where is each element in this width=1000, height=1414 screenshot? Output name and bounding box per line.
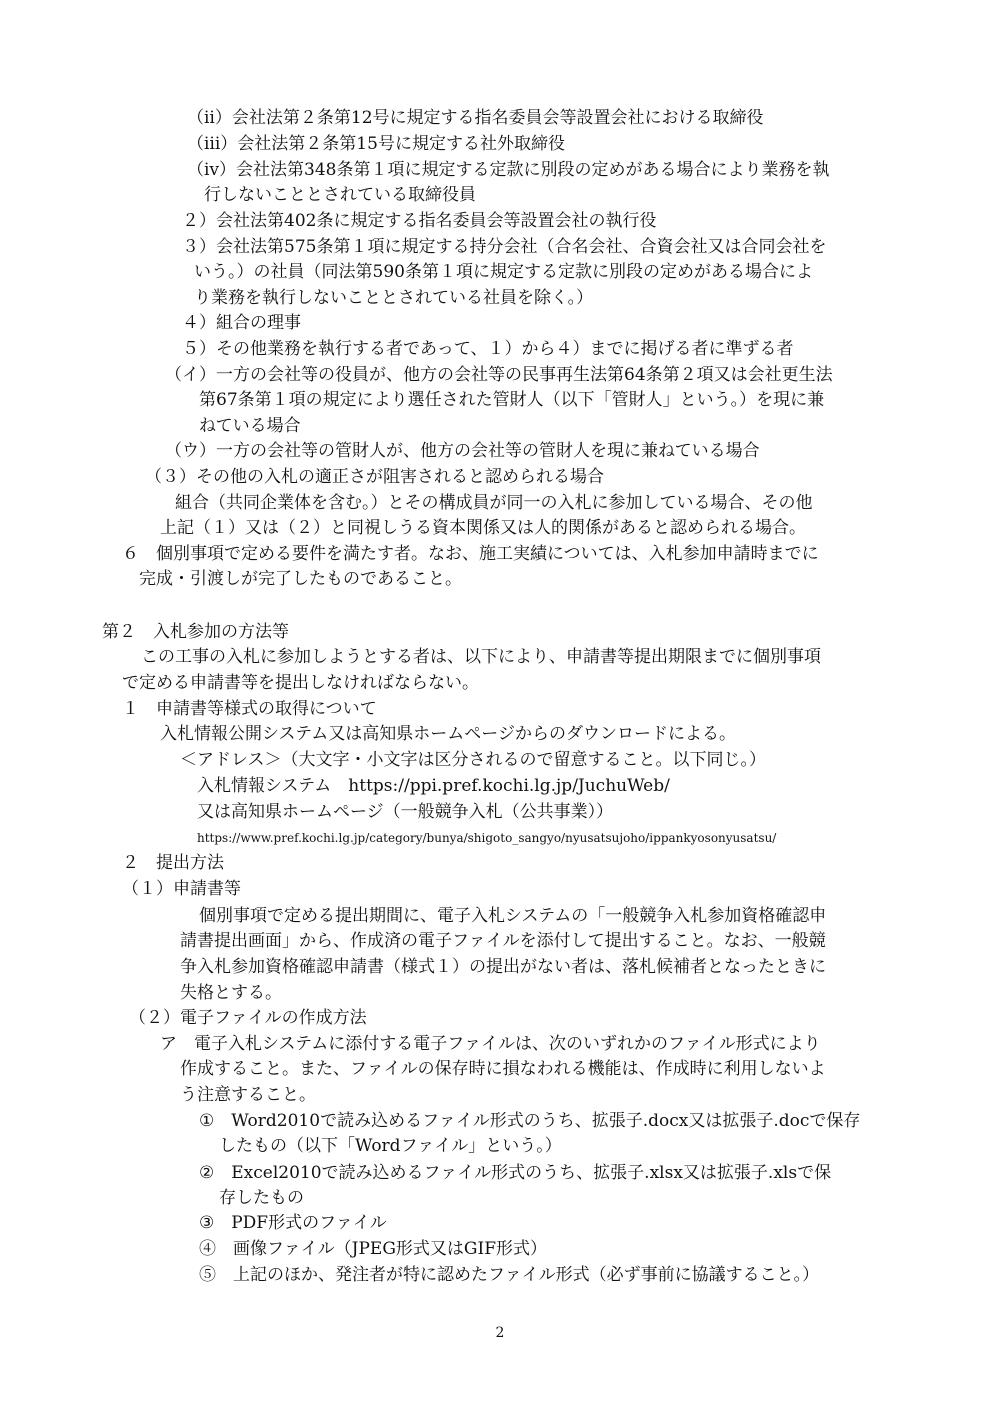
text-line: 争入札参加資格確認申請書（様式１）の提出がない者は、落札候補者となったときに xyxy=(180,957,826,977)
text-line: ２）会社法第402条に規定する指名委員会等設置会社の執行役 xyxy=(182,211,657,231)
text-line: ねている場合 xyxy=(199,416,301,436)
text-line: いう。）の社員（同法第590条第１項に規定する定款に別段の定めがある場合によ xyxy=(194,262,813,282)
text-line: したもの（以下「Wordファイル」という。） xyxy=(219,1136,562,1156)
list-item: ④ 画像ファイル（JPEG形式又はGIF形式） xyxy=(199,1239,547,1259)
text-line: り業務を執行しないこととされている社員を除く。） xyxy=(194,288,594,308)
list-item: ⑤ 上記のほか、発注者が特に認めたファイル形式（必ず事前に協議すること。） xyxy=(199,1265,820,1285)
text-line: （イ）一方の会社等の役員が、他方の会社等の民事再生法第64条第２項又は会社更生法 xyxy=(165,365,833,385)
text-line: （２）電子ファイルの作成方法 xyxy=(129,1008,367,1028)
text-line: （ⅲ）会社法第２条第15号に規定する社外取締役 xyxy=(187,134,565,154)
text-line: 作成すること。また、ファイルの保存時に損なわれる機能は、作成時に利用しないよ xyxy=(180,1059,826,1079)
url-line: 入札情報システム https://ppi.pref.kochi.lg.jp/JuchuWeb/ xyxy=(197,776,670,796)
text-line: ４）組合の理事 xyxy=(182,313,301,333)
section-heading: 第２ 入札参加の方法等 xyxy=(102,622,289,642)
text-line: ＜アドレス＞（大文字・小文字は区分されるので留意すること。以下同じ。） xyxy=(180,750,766,770)
text-line: 上記（１）又は（２）と同視しうる資本関係又は人的関係があると認められる場合。 xyxy=(160,518,806,538)
text-line: （１）申請書等 xyxy=(122,879,241,899)
subsection-heading: １ 申請書等様式の取得について xyxy=(122,699,377,719)
text-line: 組合（共同企業体を含む。）とその構成員が同一の入札に参加している場合、その他 xyxy=(175,493,813,513)
text-line: 入札情報公開システム又は高知県ホームページからのダウンロードによる。 xyxy=(160,724,736,744)
text-line: 失格とする。 xyxy=(180,983,282,1003)
text-line: 行しないこととされている取締役員 xyxy=(204,185,476,205)
url-line: https://www.pref.kochi.lg.jp/category/bunya/shigoto_sangyo/nyusatsujoho/ippankyosonyusatsu/ xyxy=(197,831,777,845)
list-item: ③ PDF形式のファイル xyxy=(199,1213,387,1233)
text-line: この工事の入札に参加しようとする者は、以下により、申請書等提出期限までに個別事項 xyxy=(141,647,821,667)
text-line: （３）その他の入札の適正さが阻害されると認められる場合 xyxy=(145,467,604,487)
text-line: （ウ）一方の会社等の管財人が、他方の会社等の管財人を現に兼ねている場合 xyxy=(165,441,760,461)
text-line: う注意すること。 xyxy=(180,1085,316,1105)
text-line: 個別事項で定める提出期間に、電子入札システムの「一般競争入札参加資格確認申 xyxy=(199,906,827,926)
text-line: 第67条第１項の規定により選任された管財人（以下「管財人」という。）を現に兼 xyxy=(199,390,825,410)
list-item: ① Word2010で読み込めるファイル形式のうち、拡張子.docx又は拡張子.docで保存 xyxy=(199,1111,861,1131)
page-number: 2 xyxy=(495,1325,505,1341)
text-line: で定める申請書等を提出しなければならない。 xyxy=(122,673,479,693)
text-line: 存したもの xyxy=(219,1188,304,1208)
text-line: 請書提出画面」から、作成済の電子ファイルを添付して提出すること。なお、一般競 xyxy=(180,931,826,951)
text-line: ５）その他業務を執行する者であって、１）から４）までに掲げる者に準ずる者 xyxy=(182,339,794,359)
text-line: （ⅱ）会社法第２条第12号に規定する指名委員会等設置会社における取締役 xyxy=(187,108,764,128)
text-line: ア 電子入札システムに添付する電子ファイルは、次のいずれかのファイル形式により xyxy=(160,1034,821,1054)
list-item: ② Excel2010で読み込めるファイル形式のうち、拡張子.xlsx又は拡張子.xlsで保 xyxy=(199,1163,832,1183)
text-line: ３）会社法第575条第１項に規定する持分会社（合名会社、合資会社又は合同会社を xyxy=(182,237,827,257)
text-line: ６ 個別事項で定める要件を満たす者。なお、施工実績については、入札参加申請時までに xyxy=(122,544,819,564)
text-line: 完成・引渡しが完了したものであること。 xyxy=(139,569,462,589)
subsection-heading: ２ 提出方法 xyxy=(122,853,224,873)
text-line: 又は高知県ホームページ（一般競争入札（公共事業）） xyxy=(197,802,614,822)
text-line: （ⅳ）会社法第348条第１項に規定する定款に別段の定めがある場合により業務を執 xyxy=(187,160,830,180)
